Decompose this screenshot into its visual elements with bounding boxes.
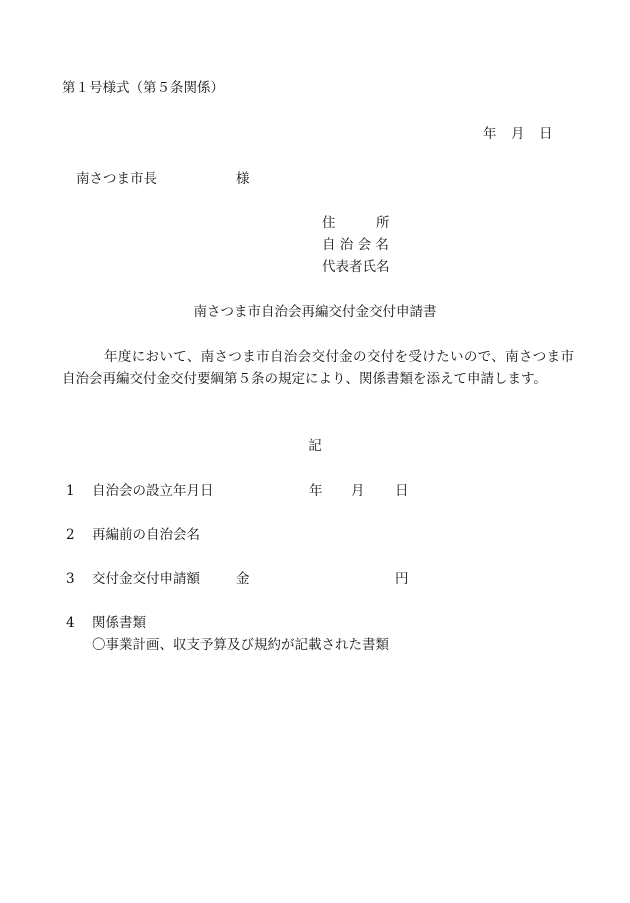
date-year-label: 年 — [483, 126, 497, 142]
established-year-label: 年 — [309, 483, 323, 499]
established-month-label: 月 — [351, 483, 365, 499]
item-label: 自治会の設立年月日 — [92, 483, 214, 499]
item-number: 3 — [66, 571, 75, 587]
amount-unit: 円 — [395, 571, 409, 587]
addressee-name: 南さつま市長 — [76, 171, 157, 187]
related-documents-sub-item: 〇事業計画、収支予算及び規約が記載された書類 — [92, 637, 389, 653]
addressee-honorific: 様 — [236, 171, 250, 187]
item-number: 4 — [66, 615, 75, 631]
ki-heading: 記 — [308, 438, 322, 454]
representative-name-label: 代表者氏名 — [322, 259, 390, 275]
association-name-label: 自 治 会 名 — [322, 237, 389, 253]
item-label: 関係書類 — [92, 615, 146, 631]
body-paragraph: 年度において、南さつま市自治会交付金の交付を受けたいので、南さつま市自治会再編交付金交付要綱第５条の規定により、関係書類を添えて申請します。 — [62, 349, 574, 387]
address-label: 住 所 — [322, 215, 390, 231]
amount-prefix: 金 — [236, 571, 250, 587]
form-number: 第１号様式（第５条関係） — [62, 80, 224, 96]
established-day-label: 日 — [395, 483, 409, 499]
item-label: 再編前の自治会名 — [92, 527, 200, 543]
item-number: 1 — [66, 483, 75, 499]
item-number: 2 — [66, 527, 75, 543]
item-label: 交付金交付申請額 — [92, 571, 200, 587]
date-day-label: 日 — [539, 126, 553, 142]
date-month-label: 月 — [511, 126, 525, 142]
document-title: 南さつま市自治会再編交付金交付申請書 — [193, 304, 437, 320]
